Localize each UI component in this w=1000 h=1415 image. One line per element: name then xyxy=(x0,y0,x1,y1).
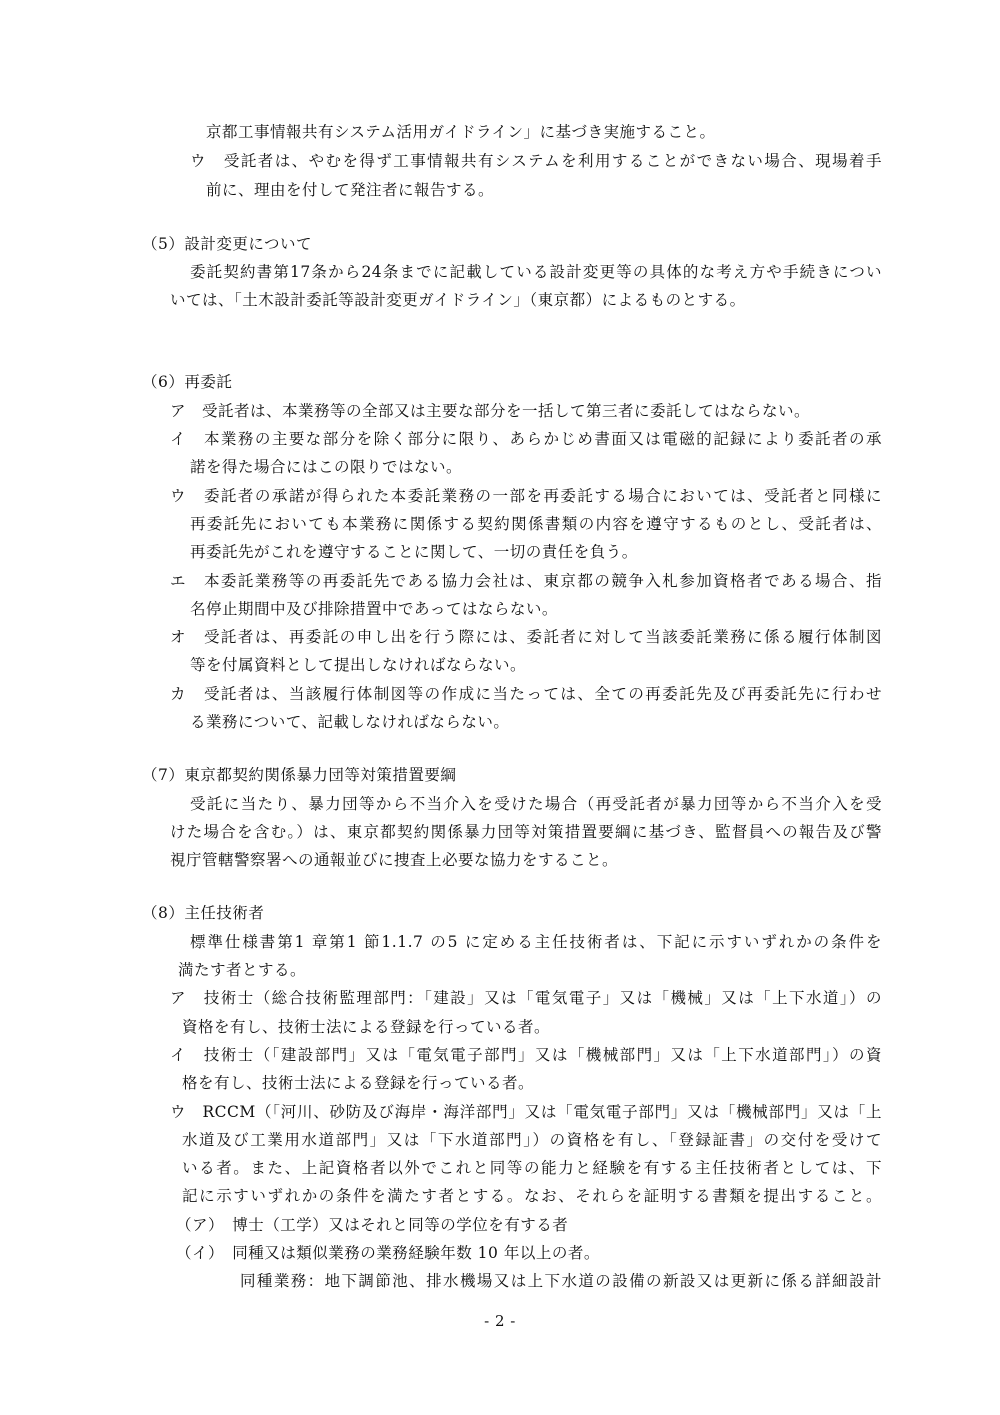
text-line: る業務について、記載しなければならない。 xyxy=(190,713,510,731)
text-line: 資格を有し、技術士法による登録を行っている者。 xyxy=(182,1018,551,1036)
text-line: イ 技術士（「建設部門」又は「電気電子部門」又は「機械部門」又は「上下水道部門」）の資 xyxy=(170,1046,882,1064)
text-line: イ 本業務の主要な部分を除く部分に限り、あらかじめ書面又は電磁的記録により委託者の承 xyxy=(170,430,882,448)
text-line: 受託に当たり、暴力団等から不当介入を受けた場合（再受託者が暴力団等から不当介入を受 xyxy=(190,795,882,813)
text-line: 同種業務：地下調節池、排水機場又は上下水道の設備の新設又は更新に係る詳細設計 xyxy=(240,1272,882,1290)
text-line: 京都工事情報共有システム活用ガイドライン」に基づき実施すること。 xyxy=(206,123,716,141)
text-line: 視庁管轄警察署への通報並びに捜査上必要な協力をすること。 xyxy=(170,851,619,869)
text-line: （イ） 同種又は類似業務の業務経験年数 10 年以上の者。 xyxy=(176,1244,600,1262)
section-heading: （6）再委託 xyxy=(142,373,233,391)
text-line: 名停止期間中及び排除措置中であってはならない。 xyxy=(190,600,558,618)
text-line: 諾を得た場合にはこの限りではない。 xyxy=(190,458,463,476)
text-line: 水道及び工業用水道部門」又は「下水道部門」）の資格を有し、「登録証書」の交付を受けて xyxy=(182,1131,882,1149)
text-line: （ア） 博士（工学）又はそれと同等の学位を有する者 xyxy=(176,1216,569,1234)
text-line: ア 受託者は、本業務等の全部又は主要な部分を一括して第三者に委託してはならない。 xyxy=(170,402,811,420)
text-line: 格を有し、技術士法による登録を行っている者。 xyxy=(182,1074,535,1092)
text-line: オ 受託者は、再委託の申し出を行う際には、委託者に対して当該委託業務に係る履行体制図 xyxy=(170,628,882,646)
text-line: ウ 委託者の承諾が得られた本委託業務の一部を再委託する場合においては、受託者と同様に xyxy=(170,487,882,505)
section-heading: （7）東京都契約関係暴力団等対策措置要綱 xyxy=(142,766,457,784)
text-line: 前に、理由を付して発注者に報告する。 xyxy=(206,181,495,199)
text-line: 満たす者とする。 xyxy=(178,961,307,979)
text-line: 再委託先がこれを遵守することに関して、一切の責任を負う。 xyxy=(190,543,638,561)
text-line: 記に示すいずれかの条件を満たす者とする。なお、それらを証明する書類を提出すること。 xyxy=(182,1187,882,1205)
text-line: ウ 受託者は、やむを得ず工事情報共有システムを利用することができない場合、現場着手 xyxy=(190,152,882,170)
section-heading: （5）設計変更について xyxy=(142,235,313,253)
text-line: いては、「土木設計委託等設計変更ガイドライン」（東京都）によるものとする。 xyxy=(170,291,746,309)
text-line: 等を付属資料として提出しなければならない。 xyxy=(190,656,527,674)
text-line: 標準仕様書第1 章第1 節1.1.7 の5 に定める主任技術者は、下記に示すいずれかの条件を xyxy=(190,933,882,951)
text-line: けた場合を含む。）は、東京都契約関係暴力団等対策措置要綱に基づき、監督員への報告及び警 xyxy=(170,823,882,841)
text-line: ア 技術士（総合技術監理部門：「建設」又は「電気電子」又は「機械」又は「上下水道」）の xyxy=(170,989,882,1007)
text-line: カ 受託者は、当該履行体制図等の作成に当たっては、全ての再委託先及び再委託先に行わせ xyxy=(170,685,882,703)
text-line: いる者。また、上記資格者以外でこれと同等の能力と経験を有する主任技術者としては、下 xyxy=(182,1159,882,1177)
text-line: ウ RCCM（「河川、砂防及び海岸・海洋部門」又は「電気電子部門」又は「機械部門」又は「上 xyxy=(170,1103,882,1121)
text-line: エ 本委託業務等の再委託先である協力会社は、東京都の競争入札参加資格者である場合、指 xyxy=(170,572,882,590)
text-line: 再委託先においても本業務に関係する契約関係書類の内容を遵守するものとし、受託者は、 xyxy=(190,515,882,533)
text-line: 委託契約書第17条から24条までに記載している設計変更等の具体的な考え方や手続きについ xyxy=(190,263,882,281)
page-number: - 2 - xyxy=(484,1312,516,1330)
section-heading: （8）主任技術者 xyxy=(142,904,265,922)
